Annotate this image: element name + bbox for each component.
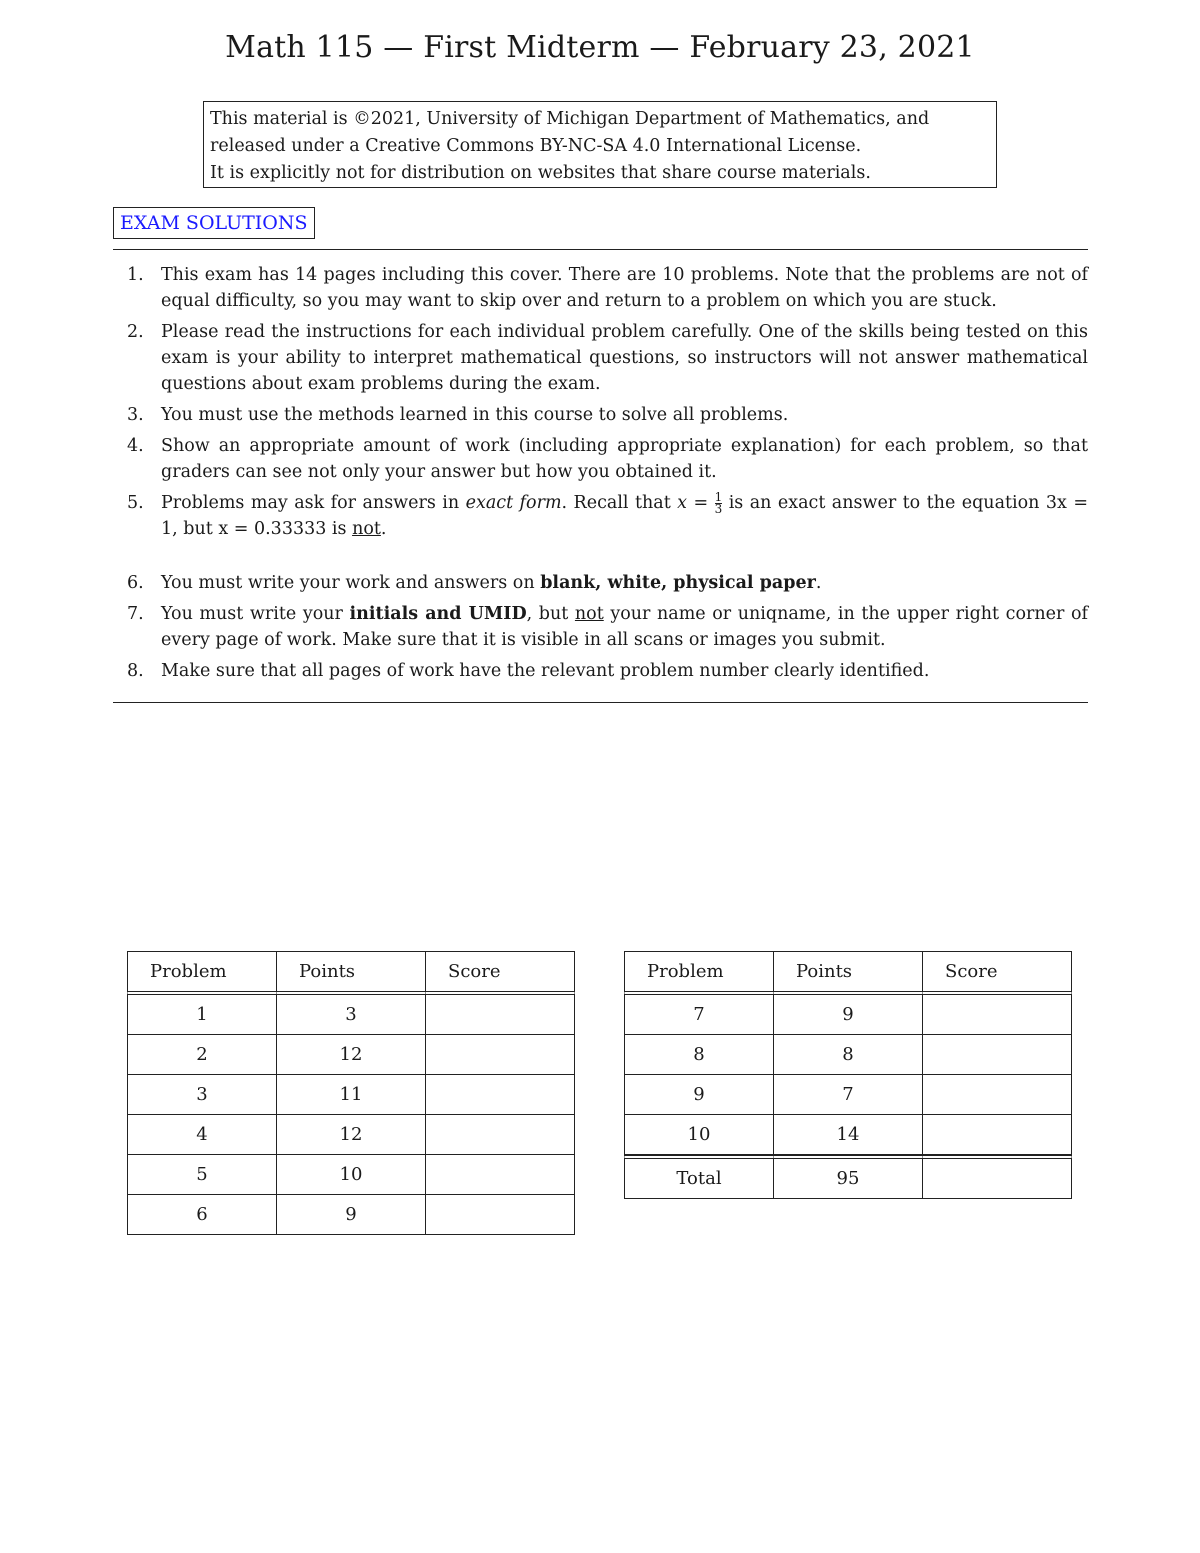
instruction-number: 7. (127, 604, 144, 624)
score-table-left (127, 951, 575, 1235)
table-row (624, 1075, 1072, 1115)
points-cell: 12 (277, 1115, 426, 1155)
instruction-number: 8. (127, 661, 144, 681)
problem-cell: 7 (624, 995, 774, 1035)
problem-cell: 3 (127, 1075, 277, 1115)
instruction-text: This exam has 14 pages including this cover. There are 10 problems. Note that the problems are not of equal difficulty, so you may want to skip over and return to a problem on which you are stuck. (161, 265, 1088, 311)
points-cell: 7 (774, 1075, 923, 1115)
total-score (923, 1155, 1072, 1199)
instruction-item (113, 433, 1088, 485)
score-cell (426, 1155, 575, 1195)
table-row (127, 1035, 575, 1075)
header-problem: Problem (624, 951, 774, 995)
score-cell (923, 1075, 1072, 1115)
score-table-right (624, 951, 1072, 1199)
license-notice (203, 101, 997, 188)
instruction-text: You must use the methods learned in this course to solve all problems. (161, 405, 789, 425)
score-cell (923, 1035, 1072, 1075)
points-cell: 14 (774, 1115, 923, 1155)
points-cell: 9 (774, 995, 923, 1035)
license-line-3: It is explicitly not for distribution on websites that share course materials. (210, 163, 871, 183)
table-row (624, 1115, 1072, 1155)
total-row (624, 1155, 1072, 1199)
table-row (624, 995, 1072, 1035)
problem-cell: 10 (624, 1115, 774, 1155)
problem-cell: 8 (624, 1035, 774, 1075)
instruction-item (113, 658, 1088, 684)
instruction-item (113, 262, 1088, 314)
problem-cell: 5 (127, 1155, 277, 1195)
instruction-text: Make sure that all pages of work have the relevant problem number clearly identified. (161, 661, 930, 681)
table-row (127, 1155, 575, 1195)
score-cell (426, 1115, 575, 1155)
instruction-item (113, 490, 1088, 542)
problem-cell: 4 (127, 1115, 277, 1155)
total-points: 95 (774, 1155, 923, 1199)
instruction-number: 1. (127, 265, 144, 285)
not-underlined: not (352, 519, 381, 539)
equation-lhs: x = (677, 493, 709, 513)
paper-requirement: blank, white, physical paper (540, 573, 816, 593)
license-line-1: This material is ©2021, University of Michigan Department of Mathematics, and (210, 109, 930, 129)
total-label: Total (624, 1155, 774, 1199)
score-cell (426, 1075, 575, 1115)
instructions-list (113, 262, 1088, 689)
instruction-text: Problems may ask for answers in exact form. Recall that x = $\frac{1}{3}$ is an exact answer to the equation 3x = 1, but x = 0.33333 is not. (161, 490, 1088, 539)
instruction-number: 5. (127, 493, 144, 513)
table-header-row (127, 951, 575, 995)
exam-solutions-label: EXAM SOLUTIONS (113, 207, 315, 239)
instruction-item (113, 601, 1088, 653)
header-score: Score (923, 951, 1072, 995)
table-row (127, 1115, 575, 1155)
table-header-row (624, 951, 1072, 995)
instruction-text: Show an appropriate amount of work (including appropriate explanation) for each problem, so that graders can see not only your answer but how you obtained it. (161, 436, 1088, 482)
exact-form-term: exact form (465, 493, 562, 513)
instruction-item (113, 402, 1088, 428)
score-cell (923, 1115, 1072, 1155)
bottom-divider (113, 702, 1088, 703)
header-points: Points (774, 951, 923, 995)
header-problem: Problem (127, 951, 277, 995)
points-cell: 11 (277, 1075, 426, 1115)
score-cell (426, 1195, 575, 1235)
points-cell: 9 (277, 1195, 426, 1235)
initials-umid: initials and UMID (349, 604, 527, 624)
header-points: Points (277, 951, 426, 995)
not-underlined: not (574, 604, 604, 624)
problem-cell: 1 (127, 995, 277, 1035)
score-cell (426, 1035, 575, 1075)
problem-cell: 6 (127, 1195, 277, 1235)
instruction-text: You must write your work and answers on blank, white, physical paper. (161, 573, 822, 593)
score-cell (426, 995, 575, 1035)
license-line-2: released under a Creative Commons BY-NC-SA 4.0 International License. (210, 136, 862, 156)
points-cell: 8 (774, 1035, 923, 1075)
problem-cell: 2 (127, 1035, 277, 1075)
fraction-one-third: $\frac{1}{3}$ (714, 490, 723, 516)
instruction-item (113, 319, 1088, 397)
instruction-text: Please read the instructions for each individual problem carefully. One of the skills being tested on this exam is your ability to interpret mathematical questions, so instructors will not answer mathematical questions about exam problems during the exam. (161, 322, 1088, 394)
problem-cell: 9 (624, 1075, 774, 1115)
table-row (624, 1035, 1072, 1075)
table-row (127, 995, 575, 1035)
header-score: Score (426, 951, 575, 995)
points-cell: 12 (277, 1035, 426, 1075)
instruction-number: 3. (127, 405, 144, 425)
table-row (127, 1075, 575, 1115)
score-cell (923, 995, 1072, 1035)
instruction-item (113, 570, 1088, 596)
instruction-number: 2. (127, 322, 144, 342)
instruction-number: 6. (127, 573, 144, 593)
points-cell: 10 (277, 1155, 426, 1195)
points-cell: 3 (277, 995, 426, 1035)
instruction-number: 4. (127, 436, 144, 456)
page-title: Math 115 — First Midterm — February 23, 2021 (225, 30, 975, 65)
top-divider (113, 249, 1088, 250)
instruction-text: You must write your initials and UMID, but not your name or uniqname, in the upper right corner of every page of work. Make sure that it is visible in all scans or images you submit. (161, 604, 1088, 650)
table-row (127, 1195, 575, 1235)
